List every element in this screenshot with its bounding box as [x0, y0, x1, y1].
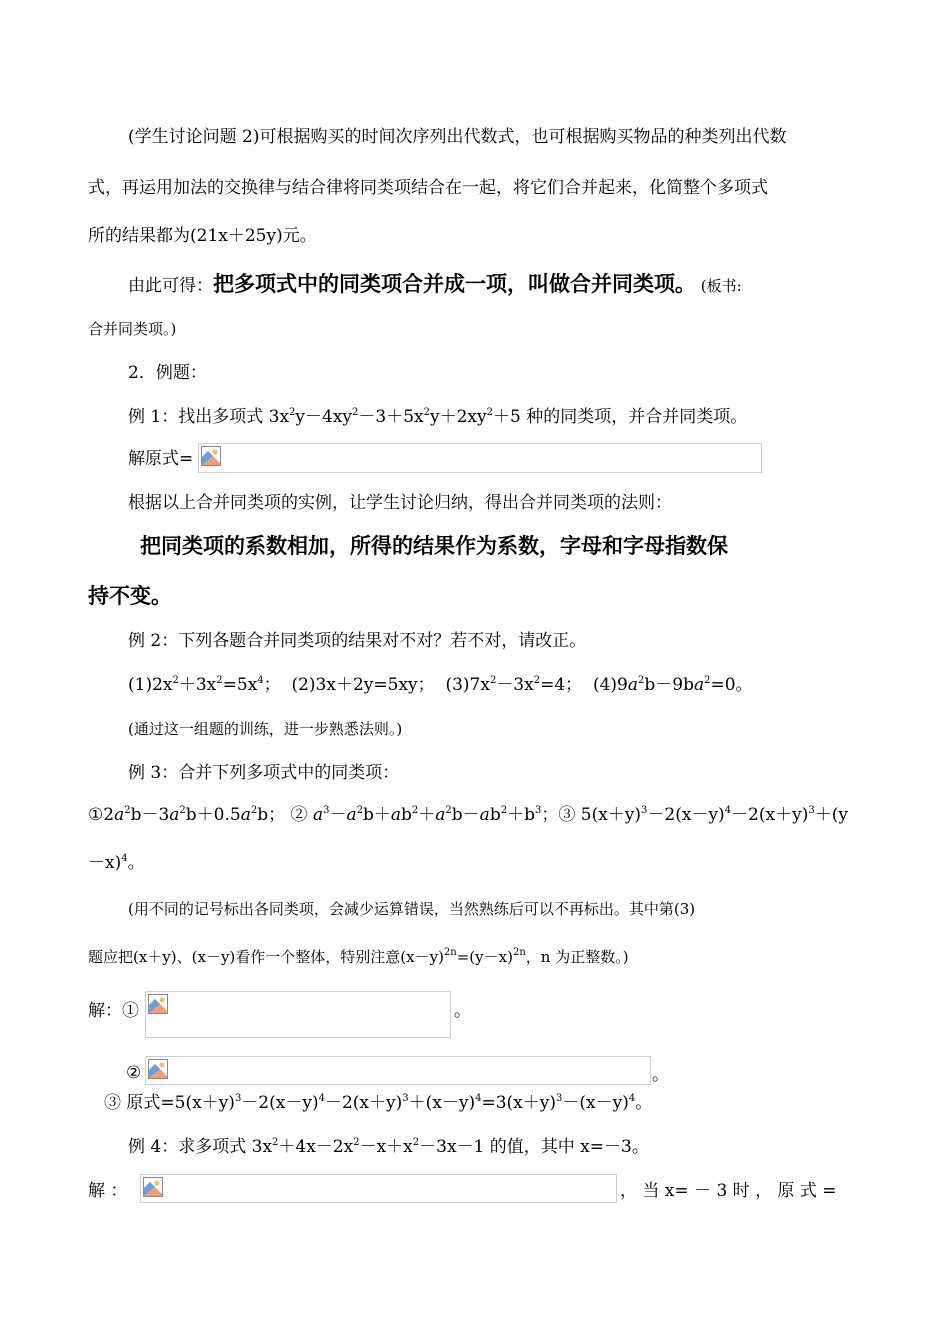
example4-solve-prefix: 解 ：	[88, 1181, 128, 1201]
broken-image-icon	[148, 1059, 168, 1079]
example3-solve-prefix: 解：①	[88, 1001, 139, 1021]
example3-note-line1: (用不同的记号标出各同类项，会减少运算错误，当然熟练后可以不再标出。其中第(3)	[128, 900, 696, 918]
rule-line1: 把同类项的系数相加，所得的结果作为系数，字母和字母指数保	[140, 534, 728, 558]
example3-solution1-image	[145, 991, 451, 1038]
example3-items-cont: －x)$^4$。	[88, 853, 145, 873]
example3-circle2: ②	[126, 1063, 142, 1083]
example3-note-line2: 题应把(x＋y)、(x－y)看作一个整体，特别注意$(x-y)^{2n}=(y-x)^{2n}$，n 为正整数。)	[88, 947, 629, 966]
para1-line3: 所的结果都为(21x＋25y)元。	[88, 226, 317, 246]
para1-line2: 式，再运用加法的交换律与结合律将同类项结合在一起，将它们合并起来，化简整个多项式	[88, 178, 768, 198]
example1-problem: 例 1：找出多项式 $3x^2y-4xy^2-3+5x^2y+2xy^2+5$ 种的同类项，并合并同类项。	[128, 407, 748, 427]
induction-text: 根据以上合并同类项的实例，让学生讨论归纳，得出合并同类项的法则：	[128, 493, 672, 513]
conclusion-prefix: 由此可得：	[128, 276, 213, 296]
example4-solution-image	[140, 1174, 617, 1203]
broken-image-icon	[201, 446, 221, 466]
example3-solution3: ③ 原式$=5(x+y)^3-2(x-y)^4-2(x+y)^3+(x-y)^4=3(x+y)^3-(x-y)^4$。	[104, 1093, 653, 1113]
board-note-b: 合并同类项。)	[88, 320, 177, 338]
example3-solution1-period: 。	[454, 1001, 471, 1021]
example2-items: $(1)2x^2+3x^2=5x^4$； (2)3x＋2y=5xy； $(3)7x^2-3x^2=4$； $(4)9a^2b-9ba^2=0$。	[128, 675, 753, 695]
example3-problem: 例 3：合并下列多项式中的同类项：	[128, 763, 400, 783]
example3-solution2-period: 。	[652, 1065, 669, 1085]
broken-image-icon	[143, 1177, 163, 1197]
example4-tail: ， 当 x= － 3 时 ， 原 式 =	[620, 1181, 837, 1201]
example3-solution2-image	[145, 1056, 651, 1085]
definition-rule: 把多项式中的同类项合并成一项，叫做合并同类项。	[213, 272, 696, 296]
example3-items: $①2a^2b-3a^2b+0.5a^2b$； ② $a^3-a^2b+ab^2+a^2b-ab^2+b^3$；③ $5(x+y)^3-2(x-y)^4-2(x+y)^3+(y$	[88, 805, 848, 825]
rule-line2: 持不变。	[88, 584, 172, 608]
para1-line1: (学生讨论问题 2)可根据购买的时间次序列出代数式，也可根据购买物品的种类列出代数	[128, 127, 787, 147]
broken-image-icon	[148, 994, 168, 1014]
example1-solution-image	[198, 443, 762, 473]
example1-solve-prefix: 解原式=	[128, 449, 194, 469]
section-heading: 2．例题：	[128, 363, 207, 383]
conclusion-line	[128, 270, 742, 298]
board-note-a: (板书:	[700, 277, 742, 295]
example2-problem: 例 2：下列各题合并同类项的结果对不对？若不对，请改正。	[128, 631, 587, 651]
example2-note: (通过这一组题的训练，进一步熟悉法则。)	[128, 720, 403, 738]
example4-problem: 例 4：求多项式 $3x^2+4x-2x^2-x+x^2-3x-1$ 的值，其中 x=－3。	[128, 1137, 649, 1157]
